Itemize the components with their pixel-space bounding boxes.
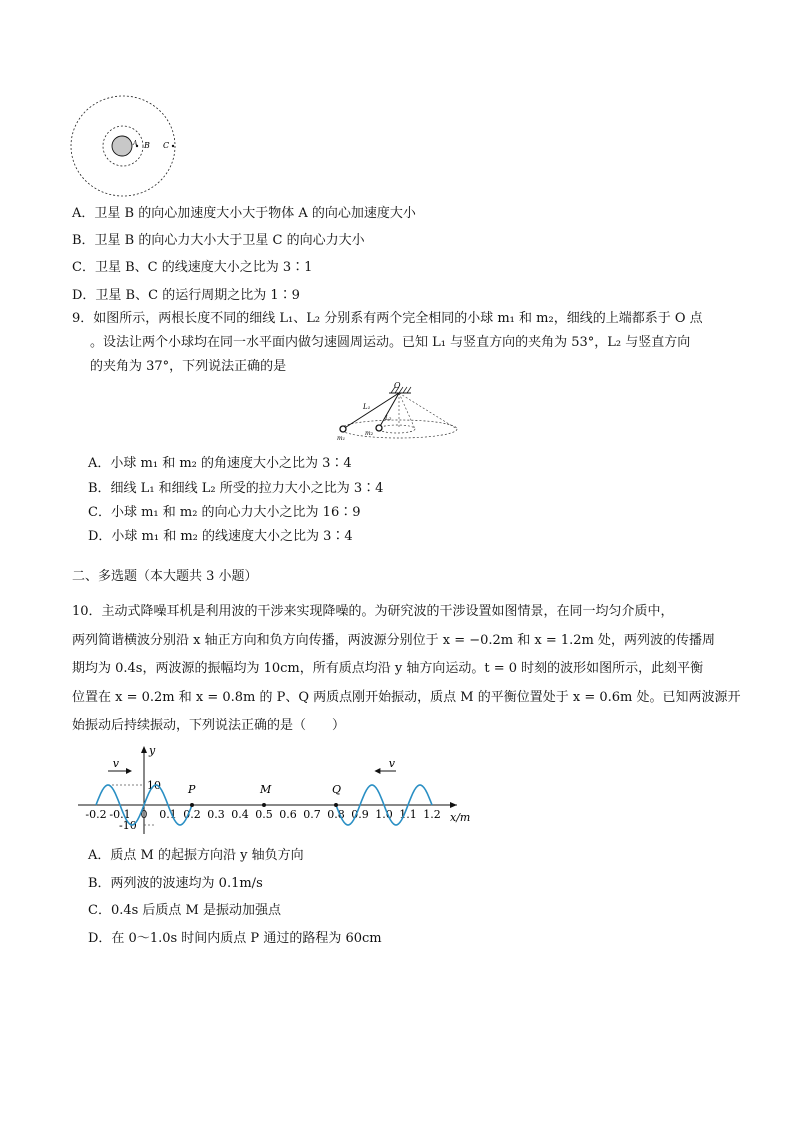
y-axis-arrow xyxy=(141,746,147,753)
q10-stem-4: 位置在 x = 0.2m 和 x = 0.8m 的 P、Q 两质点刚开始振动，质点 M 的平衡位置处于 x = 0.6m 处。已知两波源开 xyxy=(72,690,741,705)
x-tick-label: 1.1 xyxy=(399,808,417,821)
y-axis-label: y xyxy=(149,744,156,757)
q8-option-c: C．卫星 B、C 的线速度大小之比为 3∶1 xyxy=(72,260,313,275)
x-tick-label: -0.2 xyxy=(85,808,107,821)
x-tick-label: 1.0 xyxy=(375,808,393,821)
q9-option-d: D．小球 m₁ 和 m₂ 的线速度大小之比为 3∶4 xyxy=(88,529,353,544)
x-tick-label: 0.3 xyxy=(207,808,225,821)
label-c: C xyxy=(163,141,170,150)
y-tick-label: -10 xyxy=(119,819,137,832)
velocity-arrowhead-left xyxy=(126,768,132,774)
label-m1: m₁ xyxy=(337,435,346,442)
point-label-q: Q xyxy=(332,783,342,796)
q10-stem-3: 期均为 0.4s，两波源的振幅均为 10cm，所有质点均沿 y 轴方向运动。t = 0 时刻的波形如图所示，此刻平衡 xyxy=(72,661,704,676)
satellite-c-dot xyxy=(172,145,174,147)
label-o: O xyxy=(394,382,401,390)
point-label-p: P xyxy=(188,783,196,796)
ball-m1 xyxy=(340,426,346,432)
q9-option-a: A．小球 m₁ 和 m₂ 的角速度大小之比为 3∶4 xyxy=(88,456,352,471)
point-p xyxy=(190,803,194,807)
x-tick-label: 0.9 xyxy=(351,808,369,821)
velocity-label-left: v xyxy=(112,757,120,770)
x-tick-label: 0.7 xyxy=(303,808,321,821)
q10-option-d: D．在 0～1.0s 时间内质点 P 通过的路程为 60cm xyxy=(88,931,382,946)
orbit-figure xyxy=(68,94,184,198)
string-l2 xyxy=(379,393,399,428)
q8-option-d: D．卫星 B、C 的运行周期之比为 1∶9 xyxy=(72,288,300,303)
velocity-arrowhead-right xyxy=(374,768,380,774)
string-l1 xyxy=(343,393,399,429)
q9-option-b: B．细线 L₁ 和细线 L₂ 所受的拉力大小之比为 3∶4 xyxy=(88,481,384,496)
q10-option-c: C．0.4s 后质点 M 是振动加强点 xyxy=(88,903,282,918)
x-tick-label: 0.5 xyxy=(255,808,273,821)
section-title: 二、多选题（本大题共 3 小题） xyxy=(72,569,258,584)
q10-stem-5: 始振动后持续振动，下列说法正确的是（ ） xyxy=(72,718,346,733)
small-cone-circle xyxy=(379,425,415,433)
point-label-m: M xyxy=(260,783,272,796)
earth xyxy=(112,136,132,156)
q8-option-b: B．卫星 B 的向心力大小大于卫星 C 的向心力大小 xyxy=(72,233,365,248)
velocity-label-right: v xyxy=(388,757,396,770)
x-tick-label: 0 xyxy=(140,808,148,821)
x-tick-label: 0.6 xyxy=(279,808,297,821)
label-b: B xyxy=(144,141,150,150)
x-tick-label: 1.2 xyxy=(423,808,441,821)
q8-option-a: A．卫星 B 的向心加速度大小大于物体 A 的向心加速度大小 xyxy=(72,206,416,221)
pendulum-figure xyxy=(333,382,463,444)
q10-stem-2: 两列简谐横波分别沿 x 轴正方向和负方向传播，两波源分别位于 x = −0.2m 和 x = 1.2m 处，两列波的传播周 xyxy=(72,633,715,648)
label-l1: L₁ xyxy=(363,403,371,411)
label-m2: m₂ xyxy=(365,430,374,437)
x-tick-label: 0.4 xyxy=(231,808,249,821)
q9-stem-1: 9．如图所示，两根长度不同的细线 L₁、L₂ 分别系有两个完全相同的小球 m₁ 和 m₂，细线的上端都系于 O 点 xyxy=(72,311,703,326)
q10-option-a: A．质点 M 的起振方向沿 y 轴负方向 xyxy=(88,848,304,863)
y-tick-label: 10 xyxy=(147,779,161,792)
q9-option-c: C．小球 m₁ 和 m₂ 的向心力大小之比为 16∶9 xyxy=(88,505,361,520)
x-axis-label: x/m xyxy=(450,811,471,824)
wave-figure xyxy=(72,742,472,838)
x-tick-label: 0.8 xyxy=(327,808,345,821)
x-tick-label: -0.1 xyxy=(109,808,131,821)
x-tick-label: 0.1 xyxy=(159,808,177,821)
q10-option-b: B．两列波的波速均为 0.1m/s xyxy=(88,876,263,891)
q9-stem-2: 。设法让两个小球均在同一水平面内做匀速圆周运动。已知 L₁ 与竖直方向的夹角为 53°，L₂ 与竖直方向 xyxy=(90,335,691,350)
x-tick-label: 0.2 xyxy=(183,808,201,821)
point-q xyxy=(334,803,338,807)
ball-m2 xyxy=(376,425,382,431)
q10-stem-1: 10．主动式降噪耳机是利用波的干涉来实现降噪的。为研究波的干涉设置如图情景，在同一均匀介质中， xyxy=(72,604,674,619)
x-axis-arrow xyxy=(450,802,457,808)
point-m xyxy=(262,803,266,807)
label-l2: L₂ xyxy=(385,415,392,422)
q9-stem-3: 的夹角为 37°，下列说法正确的是 xyxy=(90,359,287,374)
label-a: A xyxy=(133,140,138,147)
